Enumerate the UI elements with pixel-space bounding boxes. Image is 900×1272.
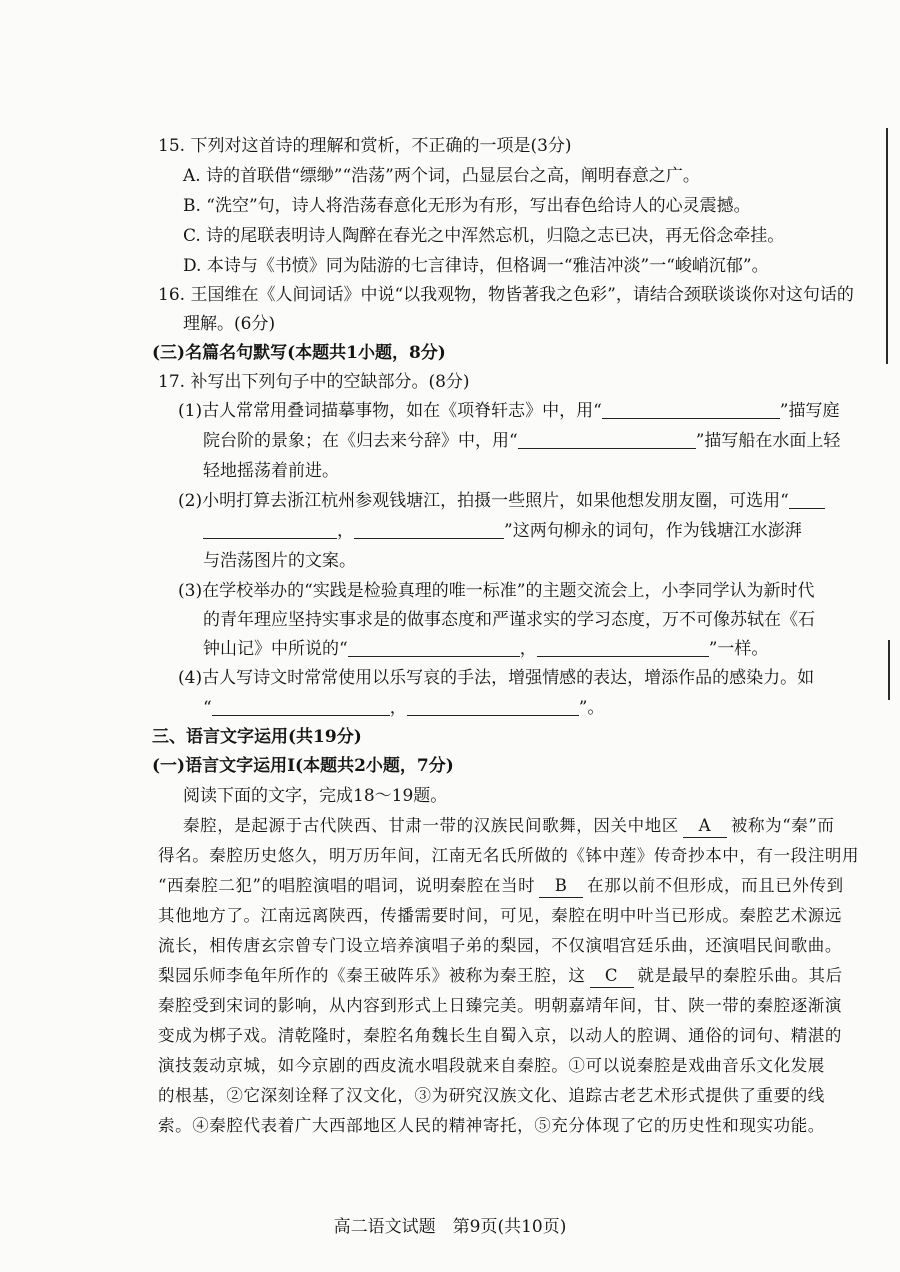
passage-line: 变成为梆子戏。清乾隆时，秦腔名角魏长生自蜀入京，以动人的腔调、通俗的词句、精湛的: [158, 1026, 842, 1045]
answer-blank[interactable]: [537, 640, 709, 657]
q17-p3-line2: 的青年理应坚持实事求是的做事态度和严谨求实的学习态度，万不可像苏轼在《石: [203, 610, 815, 630]
q16-line1: 16. 王国维在《人间词话》中说“以我观物，物皆著我之色彩”，请结合颈联谈谈你对这句话的: [158, 285, 854, 305]
q17-p4-line2: [203, 697, 604, 719]
text-fragment: “: [203, 698, 212, 718]
text-fragment: 梨园乐师李龟年所作的《秦王破阵乐》被称为秦王腔，这: [158, 966, 586, 985]
q17-p1-line3: 轻地摇荡着前进。: [203, 461, 339, 481]
text-fragment: ”这两句柳永的词句，作为钱塘江水澎湃: [504, 521, 802, 541]
q15-option-b: B. “洗空”句，诗人将浩荡春意化无形为有形，写出春色给诗人的心灵震撼。: [183, 196, 751, 216]
text-fragment: 就是最早的秦腔乐曲。其后: [637, 966, 843, 985]
text-fragment: 被称为“秦”而: [730, 816, 835, 835]
text-fragment: ，: [337, 521, 354, 541]
text-fragment: “西秦腔二犯”的唱腔演唱的唱词，说明秦腔在当时: [158, 876, 536, 895]
page-footer: 高二语文试题 第9页(共10页): [333, 1217, 567, 1237]
q15-option-a: A. 诗的首联借“缥缈”“浩荡”两个词，凸显层台之高，阐明春意之广。: [183, 166, 700, 186]
answer-blank[interactable]: [348, 640, 520, 657]
q17-p3-line3: [203, 638, 768, 660]
text-fragment: ，: [389, 698, 407, 718]
answer-blank[interactable]: [354, 522, 504, 539]
q17-p3-line1: (3)在学校举办的“实践是检验真理的唯一标准”的主题交流会上，小李同学认为新时代: [178, 581, 815, 601]
passage-line: 得名。秦腔历史悠久，明万历年间，江南无名氏所做的《钵中莲》传奇抄本中，有一段注明用: [158, 846, 860, 865]
answer-blank[interactable]: [789, 492, 825, 509]
blank-marker-c: C: [590, 965, 634, 988]
passage-line: 其他地方了。江南远离陕西，传播需要时间，可见，秦腔在明中叶当已形成。秦腔艺术源远: [158, 906, 842, 925]
passage-line: 索。④秦腔代表着广大西部地区人民的精神寄托，⑤充分体现了它的历史性和现实功能。: [158, 1116, 825, 1135]
scan-edge-line: [886, 128, 888, 364]
part-heading: 三、语言文字运用(共19分): [152, 727, 362, 747]
blank-marker-b: B: [539, 875, 583, 898]
text-fragment: ，: [519, 639, 537, 659]
text-fragment: ”描写船在水面上轻: [695, 431, 841, 451]
passage-line: 流长，相传唐玄宗曾专门设立培养演唱子弟的梨园，不仅演唱宫廷乐曲，还演唱民间歌曲。: [158, 936, 842, 955]
q17-p1-line2: [203, 430, 840, 452]
answer-blank[interactable]: [602, 402, 780, 419]
q17-stem: 17. 补写出下列句子中的空缺部分。(8分): [158, 372, 470, 392]
q17-p4-line1: (4)古人写诗文时常常使用以乐写哀的手法，增强情感的表达，增添作品的感染力。如: [178, 668, 815, 688]
q17-p2-line1: [178, 490, 825, 512]
text-fragment: 钟山记》中所说的“: [203, 639, 348, 659]
q17-p1-line1: [178, 400, 839, 422]
q17-p2-line3: 与浩荡图片的文案。: [203, 551, 356, 571]
q16-line2: 理解。(6分): [183, 314, 276, 334]
passage-line: 的根基，②它深刻诠释了汉文化，③为研究汉族文化、追踪古老艺术形式提供了重要的线: [158, 1086, 825, 1105]
answer-blank[interactable]: [518, 432, 696, 449]
subsection-heading: (一)语言文字运用Ⅰ(本题共2小题，7分): [152, 756, 454, 776]
section-heading: (三)名篇名句默写(本题共1小题，8分): [152, 343, 446, 363]
q15-option-d: D. 本诗与《书愤》同为陆游的七言律诗，但格调一“雅洁冲淡”一“峻峭沉郁”。: [183, 256, 769, 276]
text-fragment: ”。: [578, 698, 605, 718]
answer-blank[interactable]: [203, 522, 337, 539]
text-fragment: ”描写庭: [779, 401, 840, 421]
q15-option-c: C. 诗的尾联表明诗人陶醉在春光之中浑然忘机，归隐之志已决，再无俗念牵挂。: [183, 226, 785, 246]
text-fragment: (2)小明打算去浙江杭州参观钱塘江，拍摄一些照片，如果他想发朋友圈，可选用“: [178, 491, 789, 511]
q15-stem: 15. 下列对这首诗的理解和赏析，不正确的一项是(3分): [158, 136, 572, 156]
passage-line: 演技轰动京城，如今京剧的西皮流水唱段就来自秦腔。①可以说秦腔是戏曲音乐文化发展: [158, 1056, 825, 1075]
passage-line: [158, 965, 843, 988]
passage-line: 秦腔受到宋词的影响，从内容到形式上日臻完美。明朝嘉靖年间，甘、陕一带的秦腔逐渐演: [158, 996, 842, 1015]
text-fragment: 秦腔，是起源于古代陕西、甘肃一带的汉族民间歌舞，因关中地区: [183, 816, 679, 835]
text-fragment: ”一样。: [708, 639, 769, 659]
answer-blank[interactable]: [407, 699, 579, 716]
reading-instruction: 阅读下面的文字，完成18～19题。: [183, 786, 448, 806]
text-fragment: 院台阶的景象；在《归去来兮辞》中，用“: [203, 431, 518, 451]
q17-p2-line2: [203, 520, 802, 542]
scan-edge-line: [888, 640, 890, 700]
answer-blank[interactable]: [212, 699, 390, 716]
passage-line: [158, 875, 844, 898]
blank-marker-a: A: [683, 815, 727, 838]
text-fragment: 在那以前不但形成，而且已外传到: [587, 876, 844, 895]
text-fragment: (1)古人常常用叠词描摹事物，如在《项脊轩志》中，用“: [178, 401, 602, 421]
passage-line: [183, 815, 834, 838]
